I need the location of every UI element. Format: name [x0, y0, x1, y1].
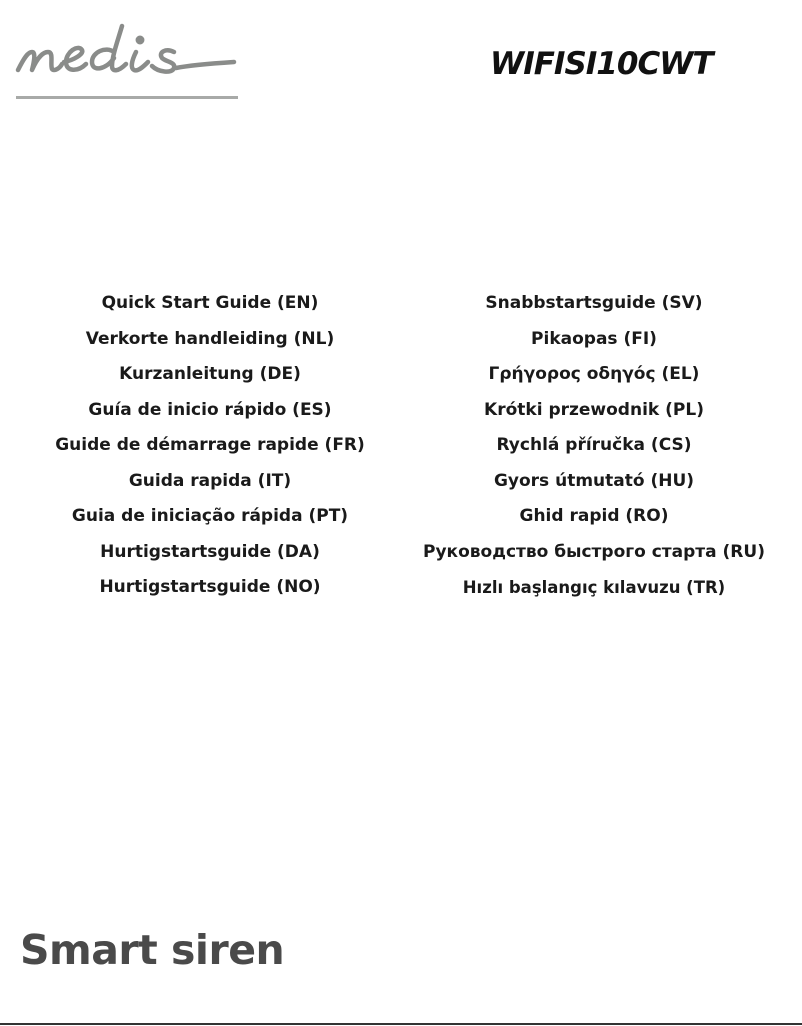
product-name: Smart siren — [20, 926, 285, 974]
guide-title: Pikaopas (FI) — [531, 328, 657, 349]
guide-title: Hızlı başlangıç kılavuzu (TR) — [462, 578, 726, 597]
guide-title: Gyors útmutató (HU) — [493, 470, 695, 491]
guide-title: Guida rapida (IT) — [128, 470, 292, 491]
guide-title: Руководство быстрого старта (RU) — [423, 541, 765, 562]
guide-title: Verkorte handleiding (NL) — [85, 328, 335, 349]
guide-title: Guide de démarrage rapide (FR) — [55, 435, 365, 455]
nedis-logo — [14, 22, 240, 102]
guide-title: Guía de inicio rápido (ES) — [88, 399, 332, 420]
guide-title: Hurtigstartsguide (DA) — [100, 541, 320, 562]
guide-title: Ghid rapid (RO) — [519, 506, 669, 526]
model-number: WIFISI10CWT — [490, 46, 713, 82]
guide-title: Quick Start Guide (EN) — [101, 293, 319, 313]
guide-column-left — [55, 286, 365, 606]
nedis-logo-graphic — [14, 22, 240, 102]
guide-title: Guia de iniciação rápida (PT) — [71, 506, 349, 526]
bottom-divider — [0, 1023, 802, 1025]
guide-title: Γρήγορος οδηγός (EL) — [488, 364, 700, 384]
guide-title: Hurtigstartsguide (NO) — [99, 577, 321, 597]
guide-title: Kurzanleitung (DE) — [119, 364, 301, 384]
guide-title: Krótki przewodnik (PL) — [484, 399, 704, 420]
guide-title: Snabbstartsguide (SV) — [485, 293, 703, 313]
guide-title: Rychlá příručka (CS) — [496, 435, 692, 455]
guide-column-right — [423, 286, 765, 606]
